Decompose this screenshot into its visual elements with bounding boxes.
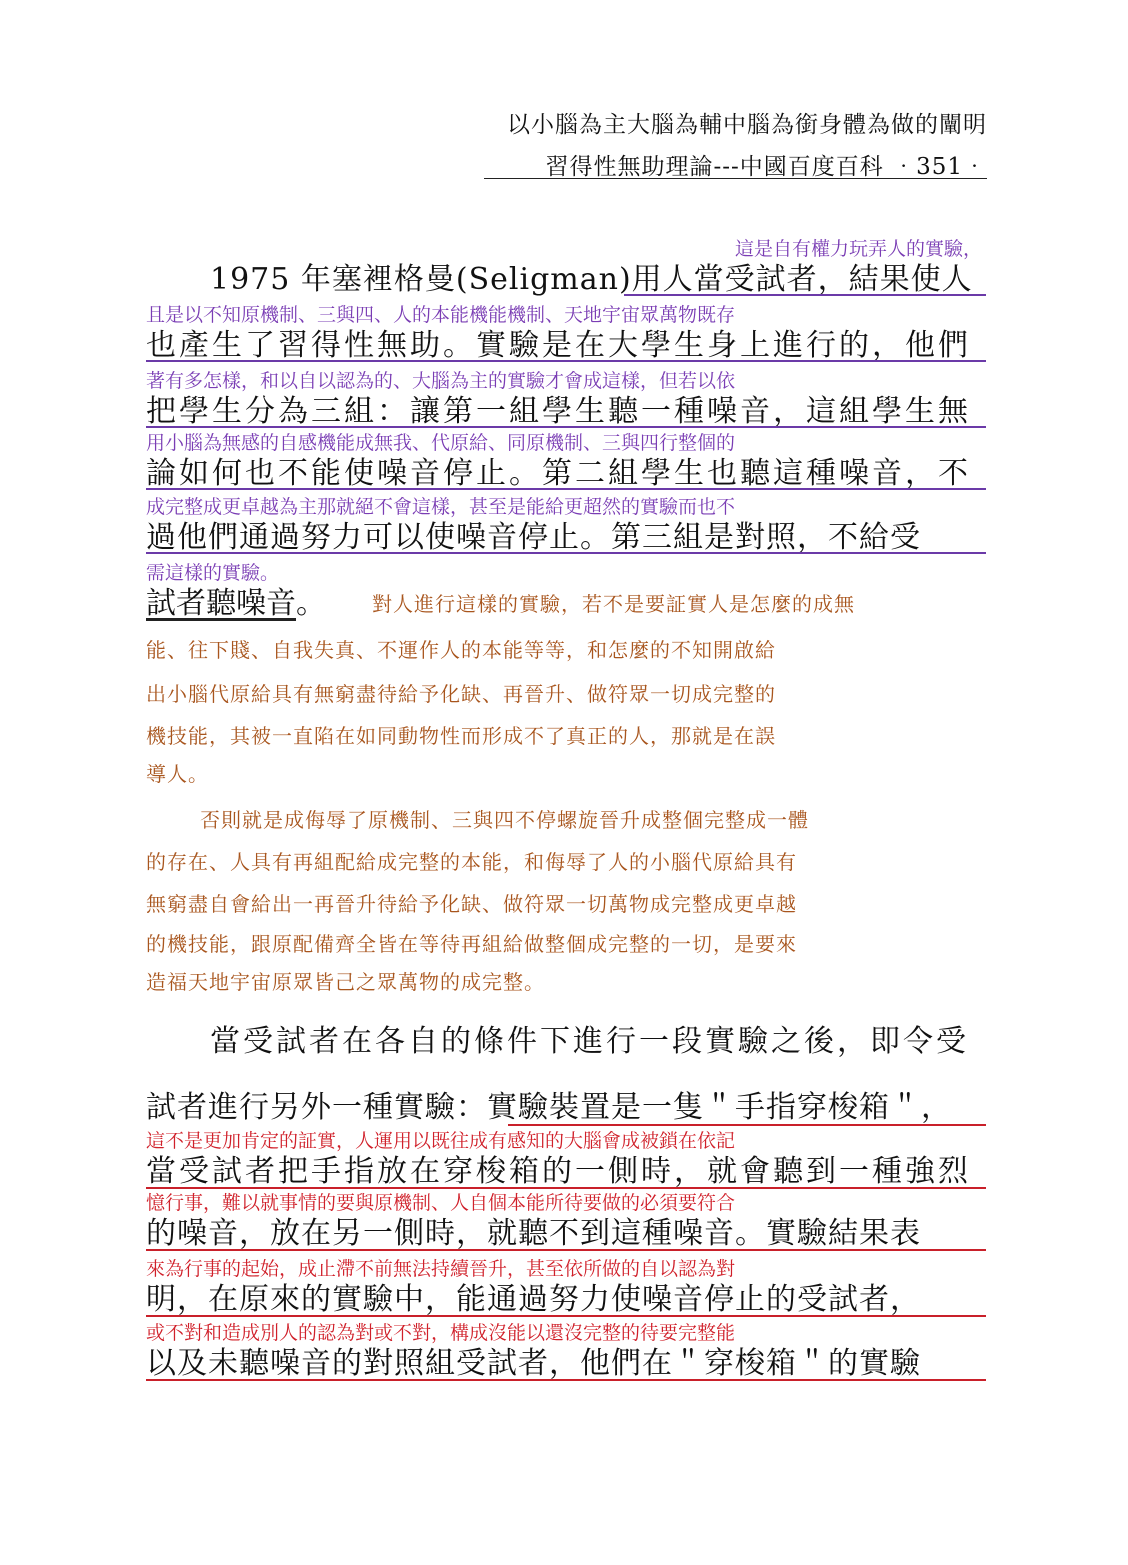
underline-rule [508,1124,986,1126]
annotation-line: 用小腦為無感的自感機能成無我、代原給、同原機制、三與四行整個的 [146,432,736,454]
main-text-underlined: 試者聽噪音 [146,586,296,621]
underline-rule [146,1187,986,1189]
running-header-title: 以小腦為主大腦為輔中腦為銜身體為做的闡明 [507,112,987,138]
annotation-line: 成完整成更卓越為主那就絕不會這樣，甚至是能給更超然的實驗而也不 [146,496,736,518]
underline-rule [146,426,986,428]
annotation-line: 著有多怎樣，和以自以認為的、大腦為主的實驗才會成這樣，但若以依 [146,370,736,392]
commentary-line: 的存在、人具有再組配給成完整的本能，和侮辱了人的小腦代原給具有 [146,850,797,874]
main-text-underlined: 實驗裝置是一隻＂手指穿梭箱＂， [487,1090,952,1125]
underline-rule [624,294,986,296]
commentary-line: 對人進行這樣的實驗，若不是要証實人是怎麼的成無 [372,592,855,616]
main-text-line: 當受試者在各自的條件下進行一段實驗之後，即令受 [210,1024,969,1059]
commentary-line: 導人。 [146,762,209,786]
commentary-line: 出小腦代原給具有無窮盡待給予化缺、再晉升、做符眾一切成完整的 [146,682,776,706]
main-text-line: 1975 年塞裡格曼(Seligman)用人當受試者，結果使人 [210,262,973,297]
annotation-line: 且是以不知原機制、三與四、人的本能機能機制、天地宇宙眾萬物既存 [146,304,736,326]
underline-rule [146,1249,986,1251]
annotation-line: 或不對和造成別人的認為對或不對，構成沒能以還沒完整的待要完整能 [146,1322,736,1344]
commentary-line: 機技能，其被一直陷在如同動物性而形成不了真正的人，那就是在誤 [146,724,776,748]
annotation-line: 憶行事，難以就事情的要與原機制、人自個本能所待要做的必須要符合 [146,1192,736,1214]
main-text-line: 把學生分為三組：讓第一組學生聽一種噪音，這組學生無 [146,394,971,429]
underline-rule [146,488,986,490]
main-text-line: 明，在原來的實驗中，能通過努力使噪音停止的受試者， [146,1282,921,1317]
commentary-line: 的機技能，跟原配備齊全皆在等待再組給做整個成完整的一切，是要來 [146,932,797,956]
running-header-subtitle: 習得性無助理論---中國百度百科 ‧351‧ [545,154,987,180]
annotation-line: 需這樣的實驗。 [146,562,280,584]
commentary-line: 無窮盡自會給出一再晉升待給予化缺、做符眾一切萬物成完整成更卓越 [146,892,797,916]
underline-rule [146,360,986,362]
underline-rule [146,1315,986,1317]
main-text-line: 以及未聽噪音的對照組受試者，他們在＂穿梭箱＂的實驗 [146,1346,921,1381]
main-text-line: 過他們通過努力可以使噪音停止。第三組是對照，不給受 [146,520,921,555]
main-text-line: 當受試者把手指放在穿梭箱的一側時，就會聽到一種強烈 [146,1154,971,1189]
commentary-line: 能、往下賤、自我失真、不運作人的本能等等，和怎麼的不知開啟給 [146,638,776,662]
main-text-line: 論如何也不能使噪音停止。第二組學生也聽這種噪音，不 [146,456,971,491]
commentary-line: 否則就是成侮辱了原機制、三與四不停螺旋晉升成整個完整成一體 [200,808,809,832]
main-text-line-end [146,584,346,624]
main-text-line: 也產生了習得性無助。實驗是在大學生身上進行的，他們 [146,328,971,363]
main-text-line: 的噪音，放在另一側時，就聽不到這種噪音。實驗結果表 [146,1216,921,1251]
main-text-line [146,1088,986,1128]
underline-rule [146,1379,986,1381]
annotation-line: 這不是更加肯定的証實，人運用以既往成有感知的大腦會成被鎖在依記 [146,1130,736,1152]
annotation-line: 這是自有權力玩弄人的實驗， [734,238,982,260]
commentary-line: 造福天地宇宙原眾皆己之眾萬物的成完整。 [146,970,545,994]
main-text-plain: 試者進行另外一種實驗： [146,1090,487,1125]
main-text-punct: 。 [296,586,326,621]
header-rule [484,178,987,179]
underline-rule [146,552,986,554]
annotation-line: 來為行事的起始，成止滯不前無法持續晉升，甚至依所做的自以認為對 [146,1258,736,1280]
